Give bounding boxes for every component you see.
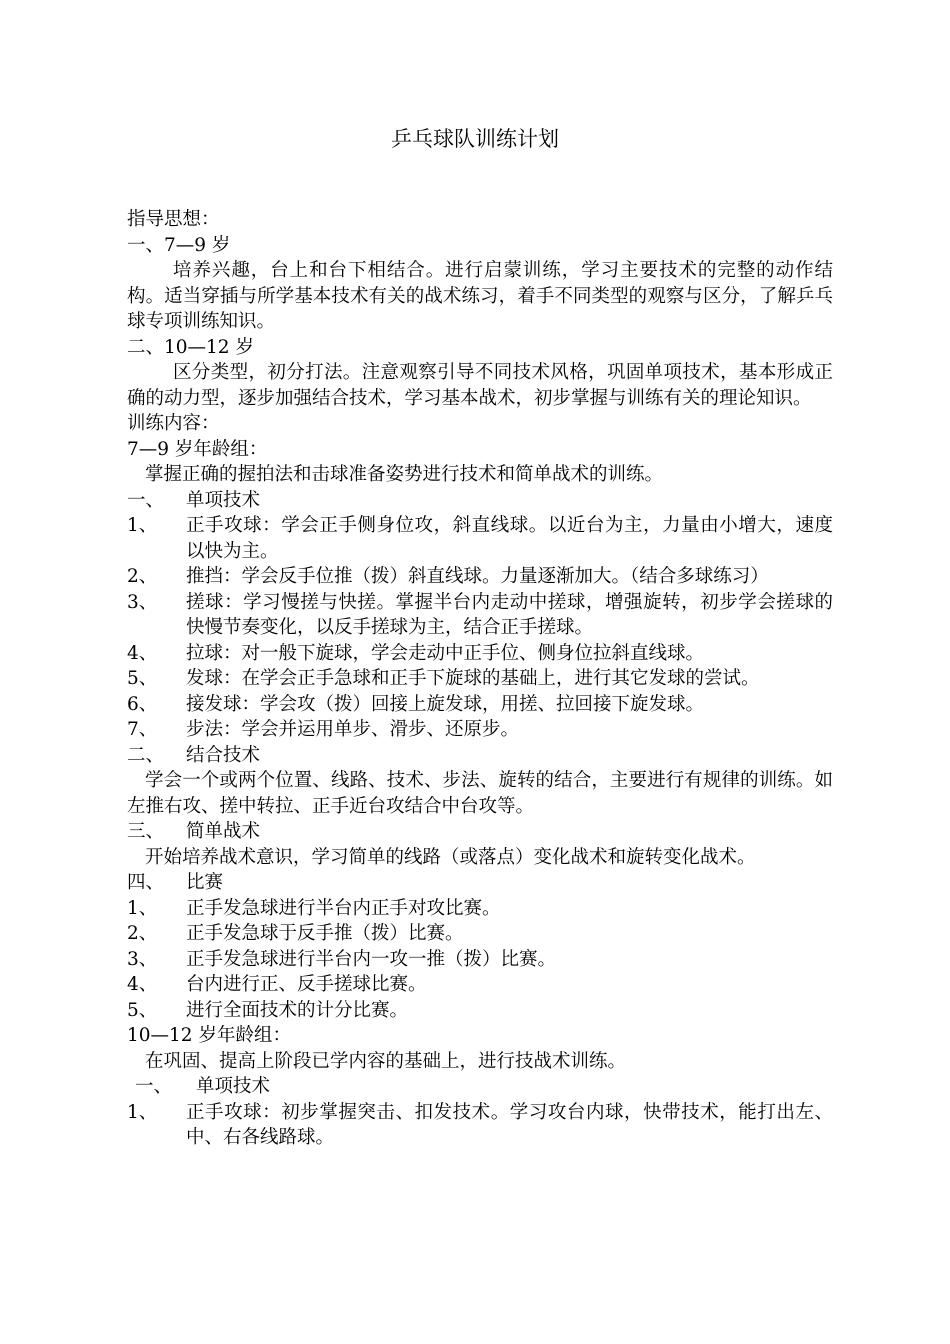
single-technique-heading [127,1074,833,1100]
item-number: 3、 [127,948,158,970]
age-7-9-guidance: 培养兴趣，台上和台下相结合。进行启蒙训练，学习主要技术的完整的动作结构。适当穿插与所学基本技术有关的战术练习，着手不同类型的观察与区分，了解乒乓球专项训练知识。 [127,260,833,332]
item-text: 接发球：学会攻（拨）回接上旋发球，用搓、拉回接下旋发球。 [186,693,705,715]
item-number: 2、 [127,923,158,944]
combined-technique-text: 学会一个或两个位置、线路、技术、步法、旋转的结合，主要进行有规律的训练。如左推右攻、搓中转拉、正手近台攻结合中台攻等。 [127,770,833,817]
training-content-heading: 训练内容： [127,413,220,434]
item-number: 5、 [127,668,158,689]
group-10-12-heading: 10—12 岁年龄组： [127,1025,291,1046]
item-number: 2、 [127,566,158,587]
match-heading [127,870,833,896]
list-item [127,921,833,947]
item-text: 推挡：学会反手位推（拨）斜直线球。力量逐渐加大。（结合多球练习） [186,566,769,587]
item-text: 台内进行正、反手搓球比赛。 [186,974,427,995]
section-number: 二、 [127,744,165,766]
item-number: 3、 [127,591,158,613]
item-text: 正手发急球于反手推（拨）比赛。 [186,923,464,944]
item-text: 正手发急球进行半台内正手对攻比赛。 [186,897,501,919]
item-number: 1、 [127,897,158,919]
list-item [127,590,833,641]
age-7-9-heading: 一、7—9 岁 [127,234,231,256]
item-text: 搓球：学习慢搓与快搓。掌握半台内走动中搓球，增强旋转，初步学会搓球的快慢节奏变化，以反手搓球为主，结合正手搓球。 [186,591,833,638]
list-item [127,896,833,922]
section-number: 三、 [127,821,165,842]
group-7-9-heading: 7—9 岁年龄组： [127,438,268,460]
combined-technique-heading [127,743,833,769]
section-label: 单项技术 [196,1076,271,1097]
item-number: 4、 [127,642,158,664]
page-title: 乒乓球队训练计划 [391,127,559,151]
list-item [127,666,833,692]
item-number: 5、 [127,999,158,1021]
single-technique-heading [127,488,833,514]
guiding-heading: 指导思想： [127,209,220,230]
section-number: 四、 [127,872,165,893]
item-text: 正手发急球进行半台内一攻一推（拨）比赛。 [186,948,557,970]
item-text: 正手攻球：初步掌握突击、扣发技术。学习攻台内球，快带技术，能打出左、中、右各线路球。 [186,1101,833,1148]
item-text: 发球：在学会正手急球和正手下旋球的基础上，进行其它发球的尝试。 [186,668,760,689]
section-label: 比赛 [186,872,224,893]
item-number: 4、 [127,974,158,995]
item-number: 6、 [127,693,158,715]
item-text: 步法：学会并运用单步、滑步、还原步。 [186,719,520,740]
section-number: 一、 [135,1076,173,1097]
item-text: 拉球：对一般下旋球，学会走动中正手位、侧身位拉斜直线球。 [186,642,705,664]
list-item [127,564,833,590]
age-10-12-heading: 二、10—12 岁 [127,336,254,358]
list-item [127,972,833,998]
document-body [127,207,833,1151]
section-label: 单项技术 [186,489,261,511]
simple-tactics-text: 开始培养战术意识，学习简单的线路（或落点）变化战术和旋转变化战术。 [145,846,756,868]
list-item [127,947,833,973]
item-text: 进行全面技术的计分比赛。 [186,999,409,1021]
group-10-12-intro: 在巩固、提高上阶段已学内容的基础上，进行技战术训练。 [145,1050,627,1072]
item-number: 1、 [127,515,158,536]
list-item [127,513,833,564]
item-text: 正手攻球：学会正手侧身位攻，斜直线球。以近台为主，力量由小增大，速度以快为主。 [186,515,833,562]
group-7-9-intro: 掌握正确的握拍法和击球准备姿势进行技术和简单战术的训练。 [145,464,664,485]
section-label: 结合技术 [186,744,261,766]
simple-tactics-heading [127,819,833,845]
list-item [127,998,833,1024]
item-number: 1、 [127,1101,158,1123]
list-item [127,1100,833,1151]
section-number: 一、 [127,489,165,511]
list-item [127,717,833,743]
section-label: 简单战术 [186,821,261,842]
age-10-12-guidance: 区分类型，初分打法。注意观察引导不同技术风格，巩固单项技术，基本形成正确的动力型，逐步加强结合技术，学习基本战术，初步掌握与训练有关的理论知识。 [127,362,833,409]
list-item [127,692,833,718]
list-item [127,641,833,667]
item-number: 7、 [127,719,158,740]
